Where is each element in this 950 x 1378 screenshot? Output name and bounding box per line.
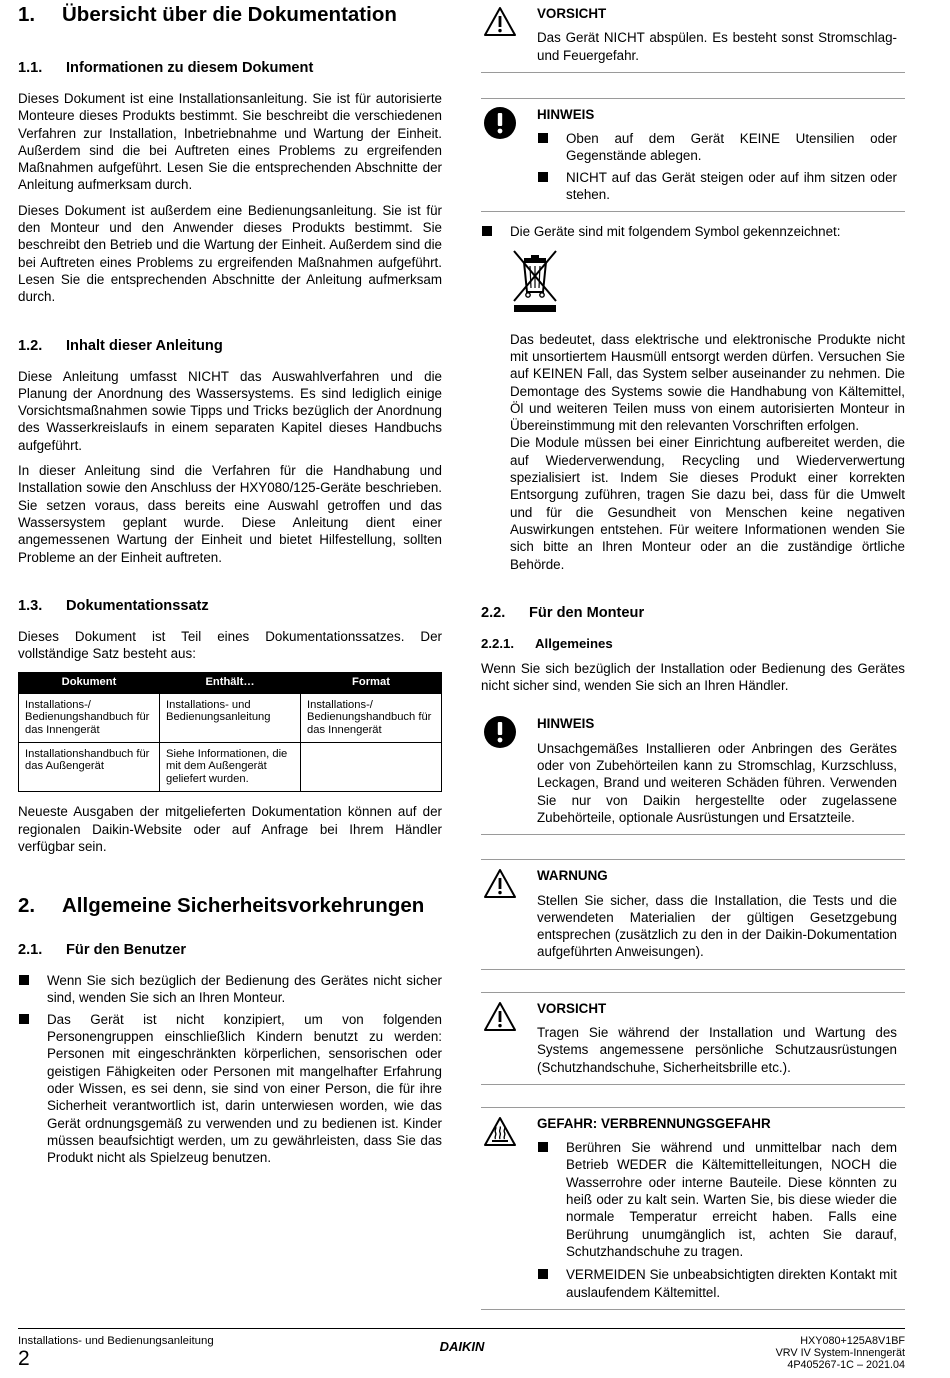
table-header-row [19,673,442,693]
info-exclamation-icon [483,106,517,140]
list-item: Oben auf dem Gerät KEINE Utensilien oder Gegenstände ablegen. [537,130,897,165]
paragraph: Dieses Dokument ist Teil eines Dokumentationssatzes. Der vollständige Satz besteht aus: [18,628,442,662]
paragraph: In dieser Anleitung sind die Verfahren für die Handhabung und Installation sowie den Anschluss der HXY080/125-Geräte beschrieben. Sie setzen voraus, dass bereits eine Auswahl getroffen und das Wassersystem geplant wurde. Diese Anleitung dient einer angemessenen Wartung der Einheit und bietet Hilfestellung, sollten Probleme an der Einheit auftreten. [18,463,442,565]
paragraph: Dieses Dokument ist eine Installationsanleitung. Sie ist für autorisierte Monteure dieses Produkts bestimmt. Sie beschreibt die verschiedenen Verfahren zur Installation, Inbetriebnahme und Wartung der Einheit. Außerdem sind die bei Auftreten eines Problems zu ergreifenden Maßnahmen aufgeführt. Lesen Sie die entsprechenden Abschnitte der Anleitung aufmerksam durch. [18,91,442,193]
section-2-1-heading: 2.1. Für den Benutzer [18,942,186,959]
page-number: 2 [18,1347,30,1370]
section-1-3-heading: 1.3. Dokumentationssatz [18,597,209,614]
section-2-heading: 2. Allgemeine Sicherheitsvorkehrungen [18,894,425,918]
paragraph: Wenn Sie sich bezüglich der Installation oder Bedienung des Gerätes nicht sicher sind, wenden Sie sich an Ihren Händler. [481,660,905,694]
note-notice [481,708,905,835]
footer-series: VRV IV System-Innengerät [775,1347,905,1359]
hot-surface-icon [483,1115,517,1149]
note-notice [481,98,905,212]
notice-text: Das Gerät NICHT abspülen. Es besteht sonst Stromschlag- und Feuergefahr. [537,30,897,63]
footer-doc-title: Installations- und Bedienungsanleitung [18,1335,214,1347]
notice-text: Tragen Sie während der Installation und Wartung des Systems angemessene persönliche Schutzausrüstungen (Schutzhandschuhe, Sicherheitsbrille etc.). [537,1024,897,1075]
paragraph: Das bedeutet, dass elektrische und elektronische Produkte nicht mit unsortiertem Hausmüll entsorgt werden dürfen. Versuchen Sie auf KEINEN Fall, das System selber auseinander zu nehmen. Die Demontage des Systems sowie die Handhabung von Kältemittel, Öl und weiteren Teilen muss von einem autorisierten Monteur in Übereinstimmung mit den relevanten Vorschriften erfolgen. [510,331,905,434]
paragraph: Diese Anleitung umfasst NICHT das Auswahlverfahren und die Planung der Anordnung des Wassersystems. Es sind lediglich einige Vorsichtsmaßnahmen sowie Tipps und Tricks bezüglich der Anordnung des Wasserkreislaufs in einem separaten Kapitel dieses Handbuchs aufgeführt. [18,368,442,453]
list-item: NICHT auf das Gerät steigen oder auf ihm sitzen oder stehen. [537,169,897,204]
table-cell [301,743,442,792]
table-cell: Installations-/ Bedienungshandbuch für das Innengerät [301,693,442,742]
info-exclamation-icon [483,715,517,749]
caution-notice [481,0,905,73]
section-1-heading: 1. Übersicht über die Dokumentation [18,3,397,26]
daikin-logo [429,1335,495,1357]
burn-danger-notice [481,1107,905,1310]
notice-title: VORSICHT [537,1000,607,1016]
notice-title: HINWEIS [537,716,595,732]
paragraph: Dieses Dokument ist außerdem eine Bedienungsanleitung. Sie ist für den Monteur und den Anwender dieses Produkts bestimmt. Sie beschreibt den Betrieb und die Wartung der Einheit. Außerdem sind die bei Auftreten eines Problems zu ergreifenden Maßnahmen aufgeführt. Lesen Sie die entsprechenden Abschnitte der Anleitung aufmerksam durch. [18,202,442,305]
list-item: Das Gerät ist nicht konzipiert, um von folgenden Personengruppen einschließlich Kindern benutzt zu werden: Personen mit eingeschränkten körperlichen, sensorischen oder geistigen Fähigkeiten oder Personen mit mangelhafter Erfahrung oder Wissen, es sei denn, sie sind von einer Person, die für ihre Sicherheit verantwortlich ist, darin unterwiesen worden, wie das Gerät ordnungsgemäß zu verwenden und zu bedienen ist. Kinder müssen beaufsichtigt werden, um zu gewährleisten, dass Sie das Produkt nicht als Spielzeug benutzen. [18,1011,442,1167]
notice-title: GEFAHR: VERBRENNUNGSGEFAHR [537,1115,771,1131]
section-2-2-heading: 2.2. Für den Monteur [481,604,645,621]
caution-notice [481,992,905,1085]
list-item: VERMEIDEN Sie unbeabsichtigten direkten Kontakt mit auslaufendem Kältemittel. [537,1266,897,1301]
table-header: Format [301,673,442,693]
left-column [18,0,442,1166]
svg-text:DAIKIN: DAIKIN [439,1339,485,1354]
list-item: Wenn Sie sich bezüglich der Bedienung des Gerätes nicht sicher sind, wenden Sie sich an Ihren Monteur. [18,972,442,1007]
table-cell: Installationshandbuch für das Außengerät [19,743,160,792]
page-footer [18,1328,905,1369]
table-row [19,693,442,742]
weee-symbol-wrapper [481,249,905,331]
section-1-1-heading: 1.1. Informationen zu diesem Dokument [18,60,314,76]
warning-notice [481,859,905,969]
list-item: Die Geräte sind mit folgendem Symbol gekennzeichnet: [481,223,905,240]
footer-model-info [776,1335,905,1371]
footer-code: 4P405267-1C – 2021.04 [787,1359,905,1371]
table-cell: Installations-/ Bedienungshandbuch für das Innengerät [19,693,160,742]
notice-text: Stellen Sie sicher, dass die Installation, die Tests und die verwendeten Materialien der gültigen Gesetzgebung entsprechen (zusätzlich zu den in der Daikin-Dokumentation aufgeführten Anweisungen). [537,892,897,960]
paragraph: Neueste Ausgaben der mitgelieferten Dokumentation können auf der regionalen Daikin-Website oder auf Anfrage bei Ihrem Händler verfügbar sein. [18,804,442,854]
notice-title: WARNUNG [537,868,608,884]
warning-triangle-icon [483,867,517,901]
notice-title: VORSICHT [537,6,607,21]
documentation-table [18,672,442,792]
table-cell: Installations- und Bedienungsanleitung [160,693,301,742]
table-row [19,743,442,792]
right-column [481,0,905,1310]
footer-model: HXY080+125A8V1BF [800,1335,905,1347]
section-2-2-1-heading: 2.2.1. Allgemeines [481,635,613,651]
section-1-2-heading: 1.2. Inhalt dieser Anleitung [18,337,223,354]
paragraph: Die Module müssen bei einer Einrichtung aufbereitet werden, die auf Wiederverwendung, Recycling und Wiederverwertung spezialisiert ist. Indem Sie dieses Produkt einer korrekten Entsorgung zuführen, tragen Sie dazu bei, dass für die Umwelt und für die Gesundheit von Menschen keine negativen Auswirkungen entstehen. Für weitere Informationen wenden Sie sich bitte an Ihren Monteur oder an die zuständige örtliche Behörde. [510,435,905,572]
list-item: Berühren Sie während und unmittelbar nach dem Betrieb WEDER die Kältemittelleitungen, NOCH die Wasserrohre oder interne Bauteile. Diese könnten zu heiß oder zu kalt sein. Warten Sie, bis diese wieder die normale Temperatur erreicht haben. Falls eine Berührung unumgänglich ist, achten Sie darauf, Schutzhandschuhe zu tragen. [537,1139,897,1260]
warning-triangle-icon [483,5,517,39]
notice-title: HINWEIS [537,106,595,122]
table-cell: Siehe Informationen, die mit dem Außengerät geliefert wurden. [160,743,301,792]
crossed-bin-icon [510,249,560,313]
notice-text: Unsachgemäßes Installieren oder Anbringen des Gerätes oder von Zubehörteilen kann zu Stromschlag, Kurzschluss, Leckagen, Brand und weiteren Schäden führen. Verwenden Sie nur von Daikin hergestellte oder zugelassene Zubehörteile, optionale Ausrüstungen und Ersatzteile. [537,740,897,825]
table-header: Enthält… [160,673,301,693]
warning-triangle-icon [483,1000,517,1034]
table-header: Dokument [19,673,160,693]
